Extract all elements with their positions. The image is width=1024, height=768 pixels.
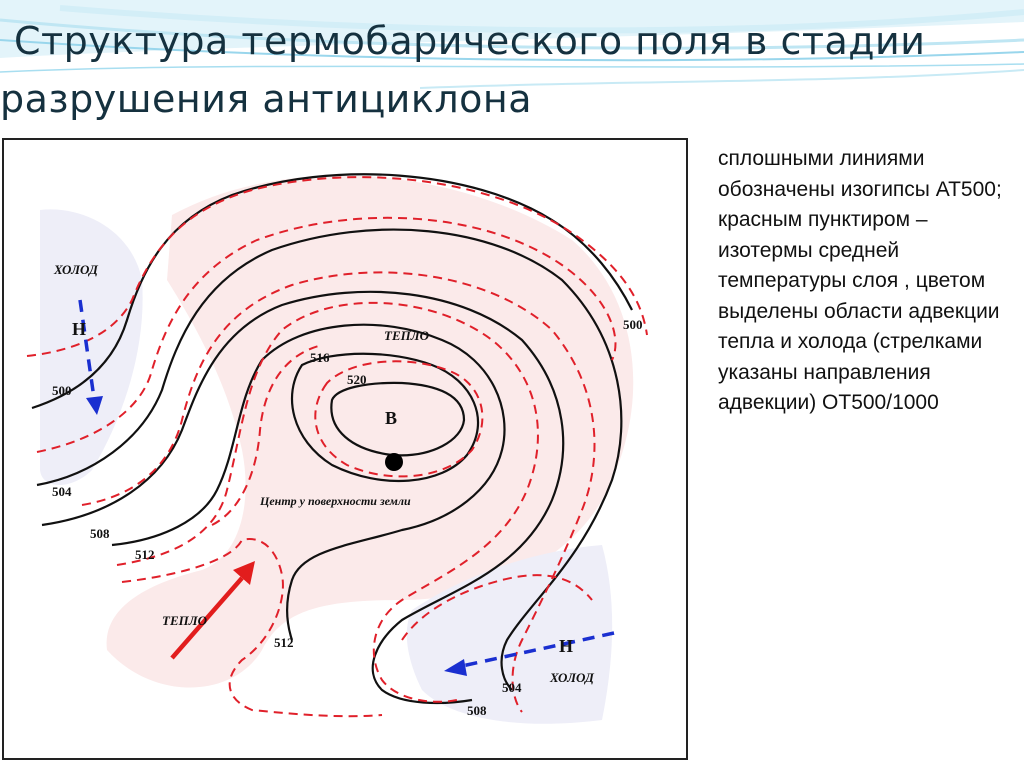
isohypse-label-516: 516 [310,350,330,365]
label-cold-bottom-right: ХОЛОД [550,670,594,685]
isohypse-label-504-bottom: 504 [502,680,522,695]
isohypse-label-500-right: 500 [623,317,643,332]
label-warm-bottom-left: ТЕПЛО [162,613,208,628]
isohypse-label-512-left: 512 [135,547,155,562]
thermobaric-map-frame [2,138,688,760]
label-cold-top-left: ХОЛОД [54,262,98,277]
slide-title-line2: разрушения антициклона [0,77,532,121]
surface-high-center-dot [385,453,403,471]
isohypse-label-508-left: 508 [90,526,110,541]
isohypse-label-504-left: 504 [52,484,72,499]
label-low-top-left: Н [72,319,87,339]
thermobaric-map [4,140,686,758]
advection-areas [40,175,633,723]
cold-advection-area-top-left [40,209,143,485]
label-warm-top: ТЕПЛО [384,328,430,343]
slide-title [0,12,1010,128]
isohypse-label-500-left: 500 [52,383,72,398]
label-high-center: В [385,408,398,428]
label-low-bottom-right: Н [559,636,574,656]
isohypse-label-512-bottom: 512 [274,635,294,650]
slide-title-line1: Структура термобарического поля в стадии [14,19,926,63]
label-surface-center: Центр у поверхности земли [260,494,411,508]
map-legend-caption: сплошными линиями обозначены изогипсы АТ500; красным пунктиром – изотермы средней температуры слоя , цветом выделены области адвекции тепла и холода (стрелками указаны направления адвекции) ОТ500/1000 [718,147,1002,414]
isohypse-label-508-bottom: 508 [467,703,487,718]
isohypse-label-520: 520 [347,372,367,387]
